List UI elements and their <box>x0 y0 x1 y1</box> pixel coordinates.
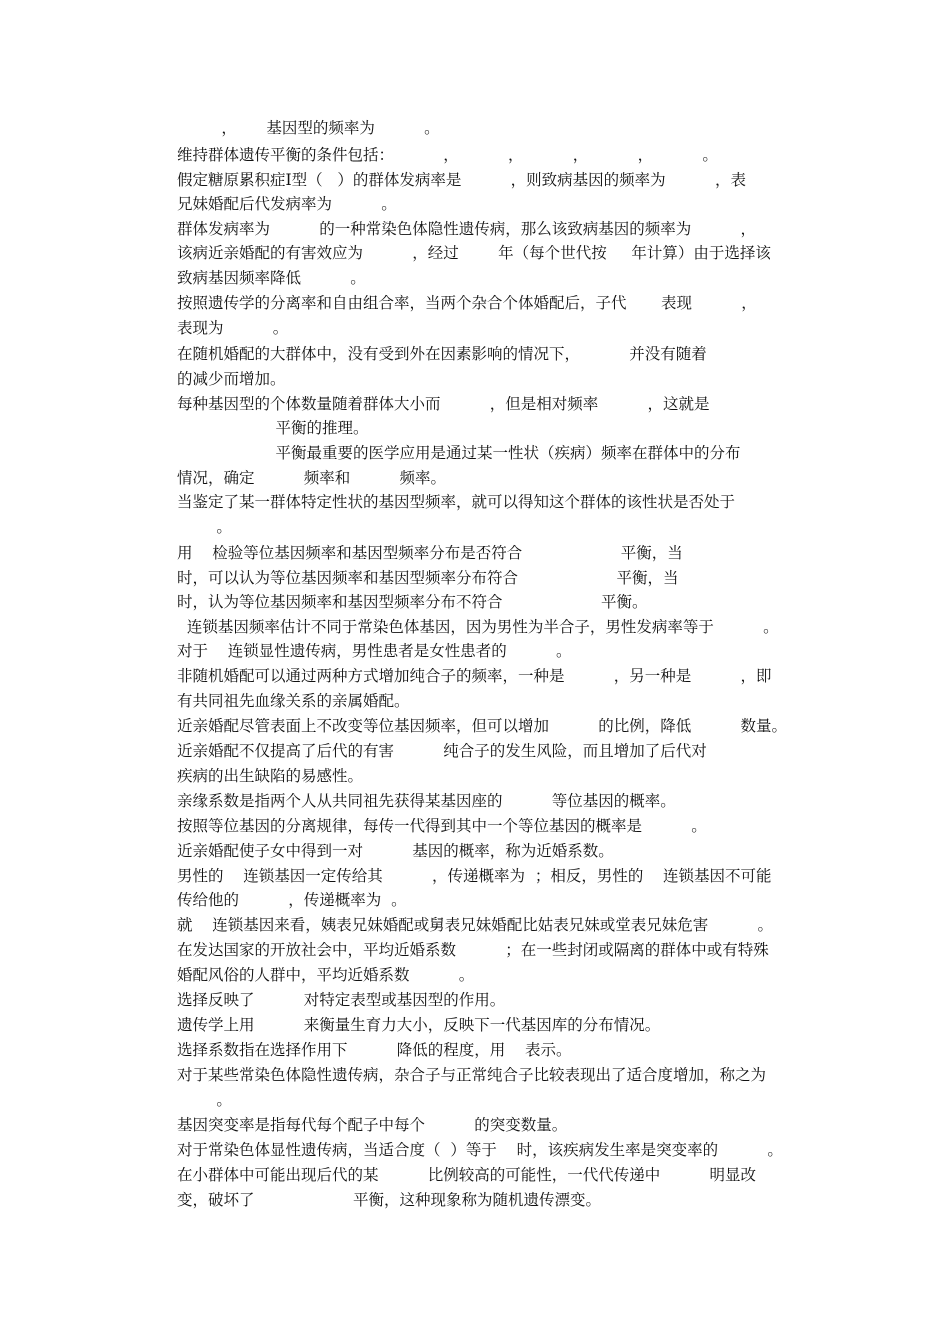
text-line: 对于某些常染色体隐性遗传病，杂合子与正常纯合子比较表现出了适合度增加，称之为 <box>177 1066 767 1084</box>
text-line: 。 <box>177 1091 232 1109</box>
text-line: 就 连锁基因来看，姨表兄妹婚配或舅表兄妹婚配比姑表兄妹或堂表兄妹危害 。 <box>177 916 773 934</box>
text-line: 每种基因型的个体数量随着群体大小而 ，但是相对频率 ，这就是 <box>177 395 710 413</box>
text-line: 近亲婚配不仅提高了后代的有害 纯合子的发生风险，而且增加了后代对 <box>177 742 707 760</box>
text-line: 基因突变率是指每代每个配子中每个 的突变数量。 <box>177 1116 568 1134</box>
text-line: 当鉴定了某一群体特定性状的基因型频率，就可以得知这个群体的该性状是否处于 <box>177 493 736 511</box>
text-line: 在发达国家的开放社会中，平均近婚系数 ；在一些封闭或隔离的群体中或有特殊 <box>177 941 769 959</box>
text-line: 近亲婚配使子女中得到一对 基因的概率，称为近婚系数。 <box>177 842 614 860</box>
text-line: 男性的 连锁基因一定传给其 ，传递概率为 ；相反，男性的 连锁基因不可能 <box>177 867 772 885</box>
text-line: 有共同祖先血缘关系的亲属婚配。 <box>177 692 410 710</box>
text-line: 选择系数指在选择作用下 降低的程度，用 表示。 <box>177 1041 572 1059</box>
text-line: 选择反映了 对特定表型或基因型的作用。 <box>177 991 506 1009</box>
text-line: ， 基因型的频率为 。 <box>177 119 440 137</box>
text-line: 致病基因频率降低 。 <box>177 269 366 287</box>
text-line: 亲缘系数是指两个人从共同祖先获得某基因座的 等位基因的概率。 <box>177 792 676 810</box>
text-line: 对于常染色体显性遗传病，当适合度（ ）等于 时，该疾病发生率是突变率的 。 <box>177 1141 783 1159</box>
text-line: 平衡的推理。 <box>177 419 369 437</box>
text-line: 假定糖原累积症Ⅰ型（ ）的群体发病率是 ，则致病基因的频率为 ，表 <box>177 171 746 189</box>
text-line: 的减少而增加。 <box>177 370 286 388</box>
text-line: 变，破坏了 平衡，这种现象称为随机遗传漂变。 <box>177 1191 602 1209</box>
text-line: 时，认为等位基因频率和基因型频率分布不符合 平衡。 <box>177 593 648 611</box>
text-line: 婚配风俗的人群中，平均近婚系数 。 <box>177 966 475 984</box>
text-line: 。 <box>177 518 232 536</box>
text-line: 群体发病率为 的一种常染色体隐性遗传病，那么该致病基因的频率为 ， <box>177 220 757 238</box>
text-line: 按照遗传学的分离率和自由组合率，当两个杂合个体婚配后，子代 表现 ， <box>177 294 757 312</box>
text-line: 平衡最重要的医学应用是通过某一性状（疾病）频率在群体中的分布 <box>177 444 741 462</box>
text-line: 对于 连锁显性遗传病，男性患者是女性患者的 。 <box>177 642 572 660</box>
text-line: 近亲婚配尽管表面上不改变等位基因频率，但可以增加 的比例，降低 数量。 <box>177 717 788 735</box>
text-line: 在随机婚配的大群体中，没有受到外在因素影响的情况下， 并没有随着 <box>177 345 707 363</box>
text-line: 按照等位基因的分离规律，每传一代得到其中一个等位基因的概率是 。 <box>177 817 707 835</box>
text-line: 情况，确定 频率和 频率。 <box>177 469 447 487</box>
text-line: 非随机婚配可以通过两种方式增加纯合子的频率，一种是 ，另一种是 ，即 <box>177 667 772 685</box>
text-line: 维持群体遗传平衡的条件包括： ， ， ， ， 。 <box>177 146 718 164</box>
text-line: 在小群体中可能出现后代的某 比例较高的可能性，一代代传递中 明显改 <box>177 1166 757 1184</box>
text-line: 表现为 。 <box>177 319 289 337</box>
text-line: 疾病的出生缺陷的易感性。 <box>177 767 364 785</box>
text-line: 遗传学上用 来衡量生育力大小，反映下一代基因库的分布情况。 <box>177 1016 661 1034</box>
text-line: 连锁基因频率估计不同于常染色体基因，因为男性为半合子，男性发病率等于 。 <box>177 618 779 636</box>
text-line: 用 检验等位基因频率和基因型频率分布是否符合 平衡，当 <box>177 544 683 562</box>
text-line: 兄妹婚配后代发病率为 。 <box>177 195 397 213</box>
text-line: 传给他的 ，传递概率为 。 <box>177 891 407 909</box>
text-line: 该病近亲婚配的有害效应为 ，经过 年（每个世代按 年计算）由于选择该 <box>177 244 771 262</box>
text-line: 时，可以认为等位基因频率和基因型频率分布符合 平衡，当 <box>177 569 679 587</box>
